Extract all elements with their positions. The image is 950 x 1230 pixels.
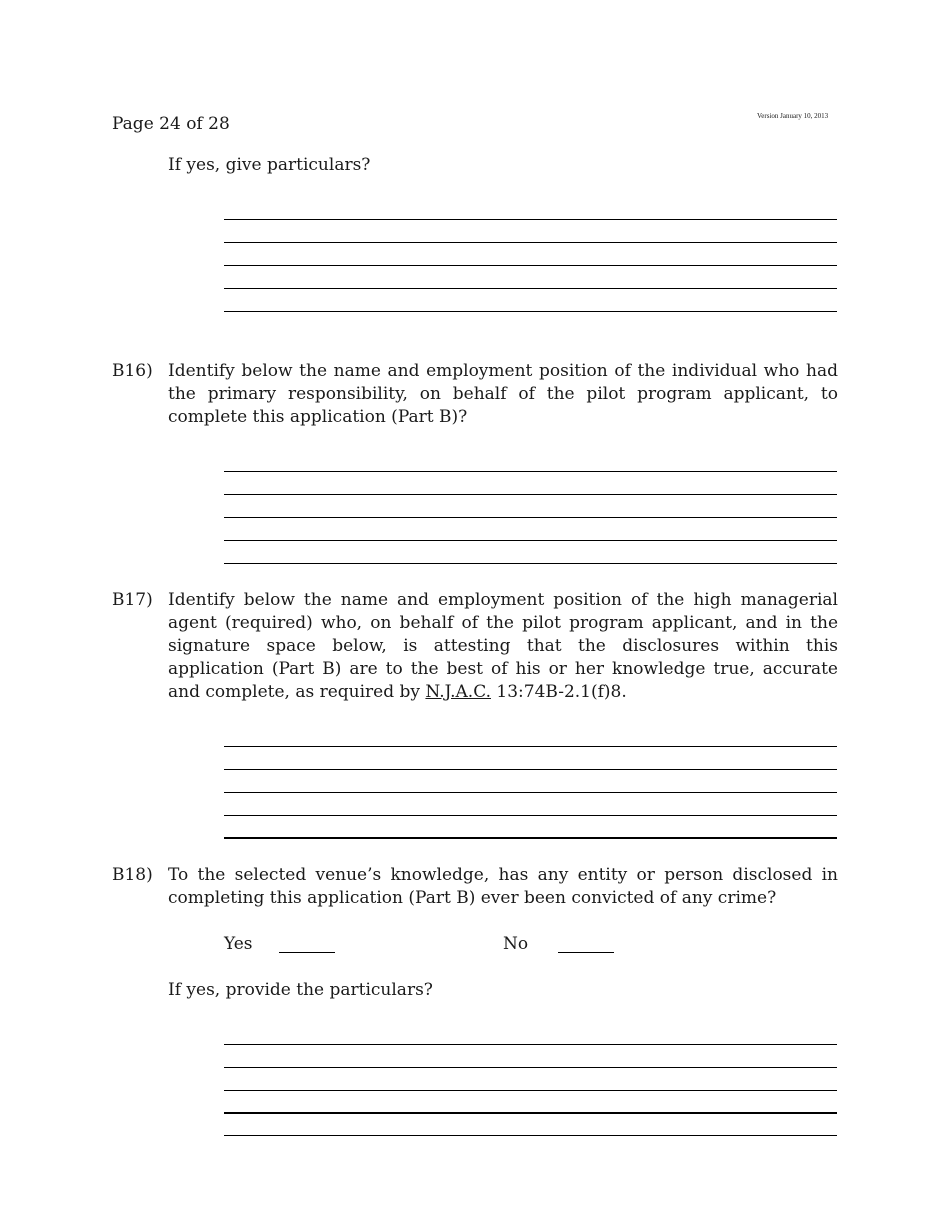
page-number: Page 24 of 28 [112,114,230,134]
njac-citation: N.J.A.C. [425,682,491,702]
question-text-b18: To the selected venue’s knowledge, has any entity or person disclosed in completing this application (Part B) ever been convicted of any crime? [168,865,838,908]
answer-line[interactable] [224,517,837,518]
b17-text-after: 13:74B-2.1(f)8. [491,682,627,702]
answer-line[interactable] [224,563,837,564]
answer-line[interactable] [224,311,837,312]
signature-line[interactable] [224,837,837,839]
answer-line[interactable] [224,1112,837,1114]
answer-line[interactable] [224,1090,837,1091]
question-number-b18: B18) [112,865,153,885]
prev-particulars-prompt: If yes, give particulars? [168,155,371,175]
no-label: No [503,934,529,954]
yes-blank[interactable] [279,937,335,953]
question-number-b16: B16) [112,361,153,381]
answer-line[interactable] [224,792,837,793]
answer-line[interactable] [224,746,837,747]
answer-line[interactable] [224,1135,837,1136]
question-text-b16: Identify below the name and employment position of the individual who had the primary responsibility, on behalf of the pilot program applicant, to complete this application (Part B)? [168,361,838,427]
b17-text-before: Identify below the name and employment position of the high managerial agent (required) who, on behalf of the pilot program applicant, and in the signature space below, is attesting that the disclosures within this application (Part B) are to the best of his or her knowledge true, accurate and complete, as required by [168,590,838,702]
question-text-b17 [168,589,838,704]
no-blank[interactable] [558,937,614,953]
answer-line[interactable] [224,242,837,243]
answer-line[interactable] [224,288,837,289]
answer-line[interactable] [224,265,837,266]
answer-line[interactable] [224,494,837,495]
b18-particulars-prompt: If yes, provide the particulars? [168,980,433,1000]
version-date: Version January 10, 2013 [757,112,829,120]
question-number-b17: B17) [112,590,153,610]
answer-line[interactable] [224,769,837,770]
yes-label: Yes [224,934,253,954]
answer-line[interactable] [224,1044,837,1045]
answer-line[interactable] [224,219,837,220]
answer-line[interactable] [224,815,837,816]
answer-line[interactable] [224,1067,837,1068]
answer-line[interactable] [224,540,837,541]
answer-line[interactable] [224,471,837,472]
